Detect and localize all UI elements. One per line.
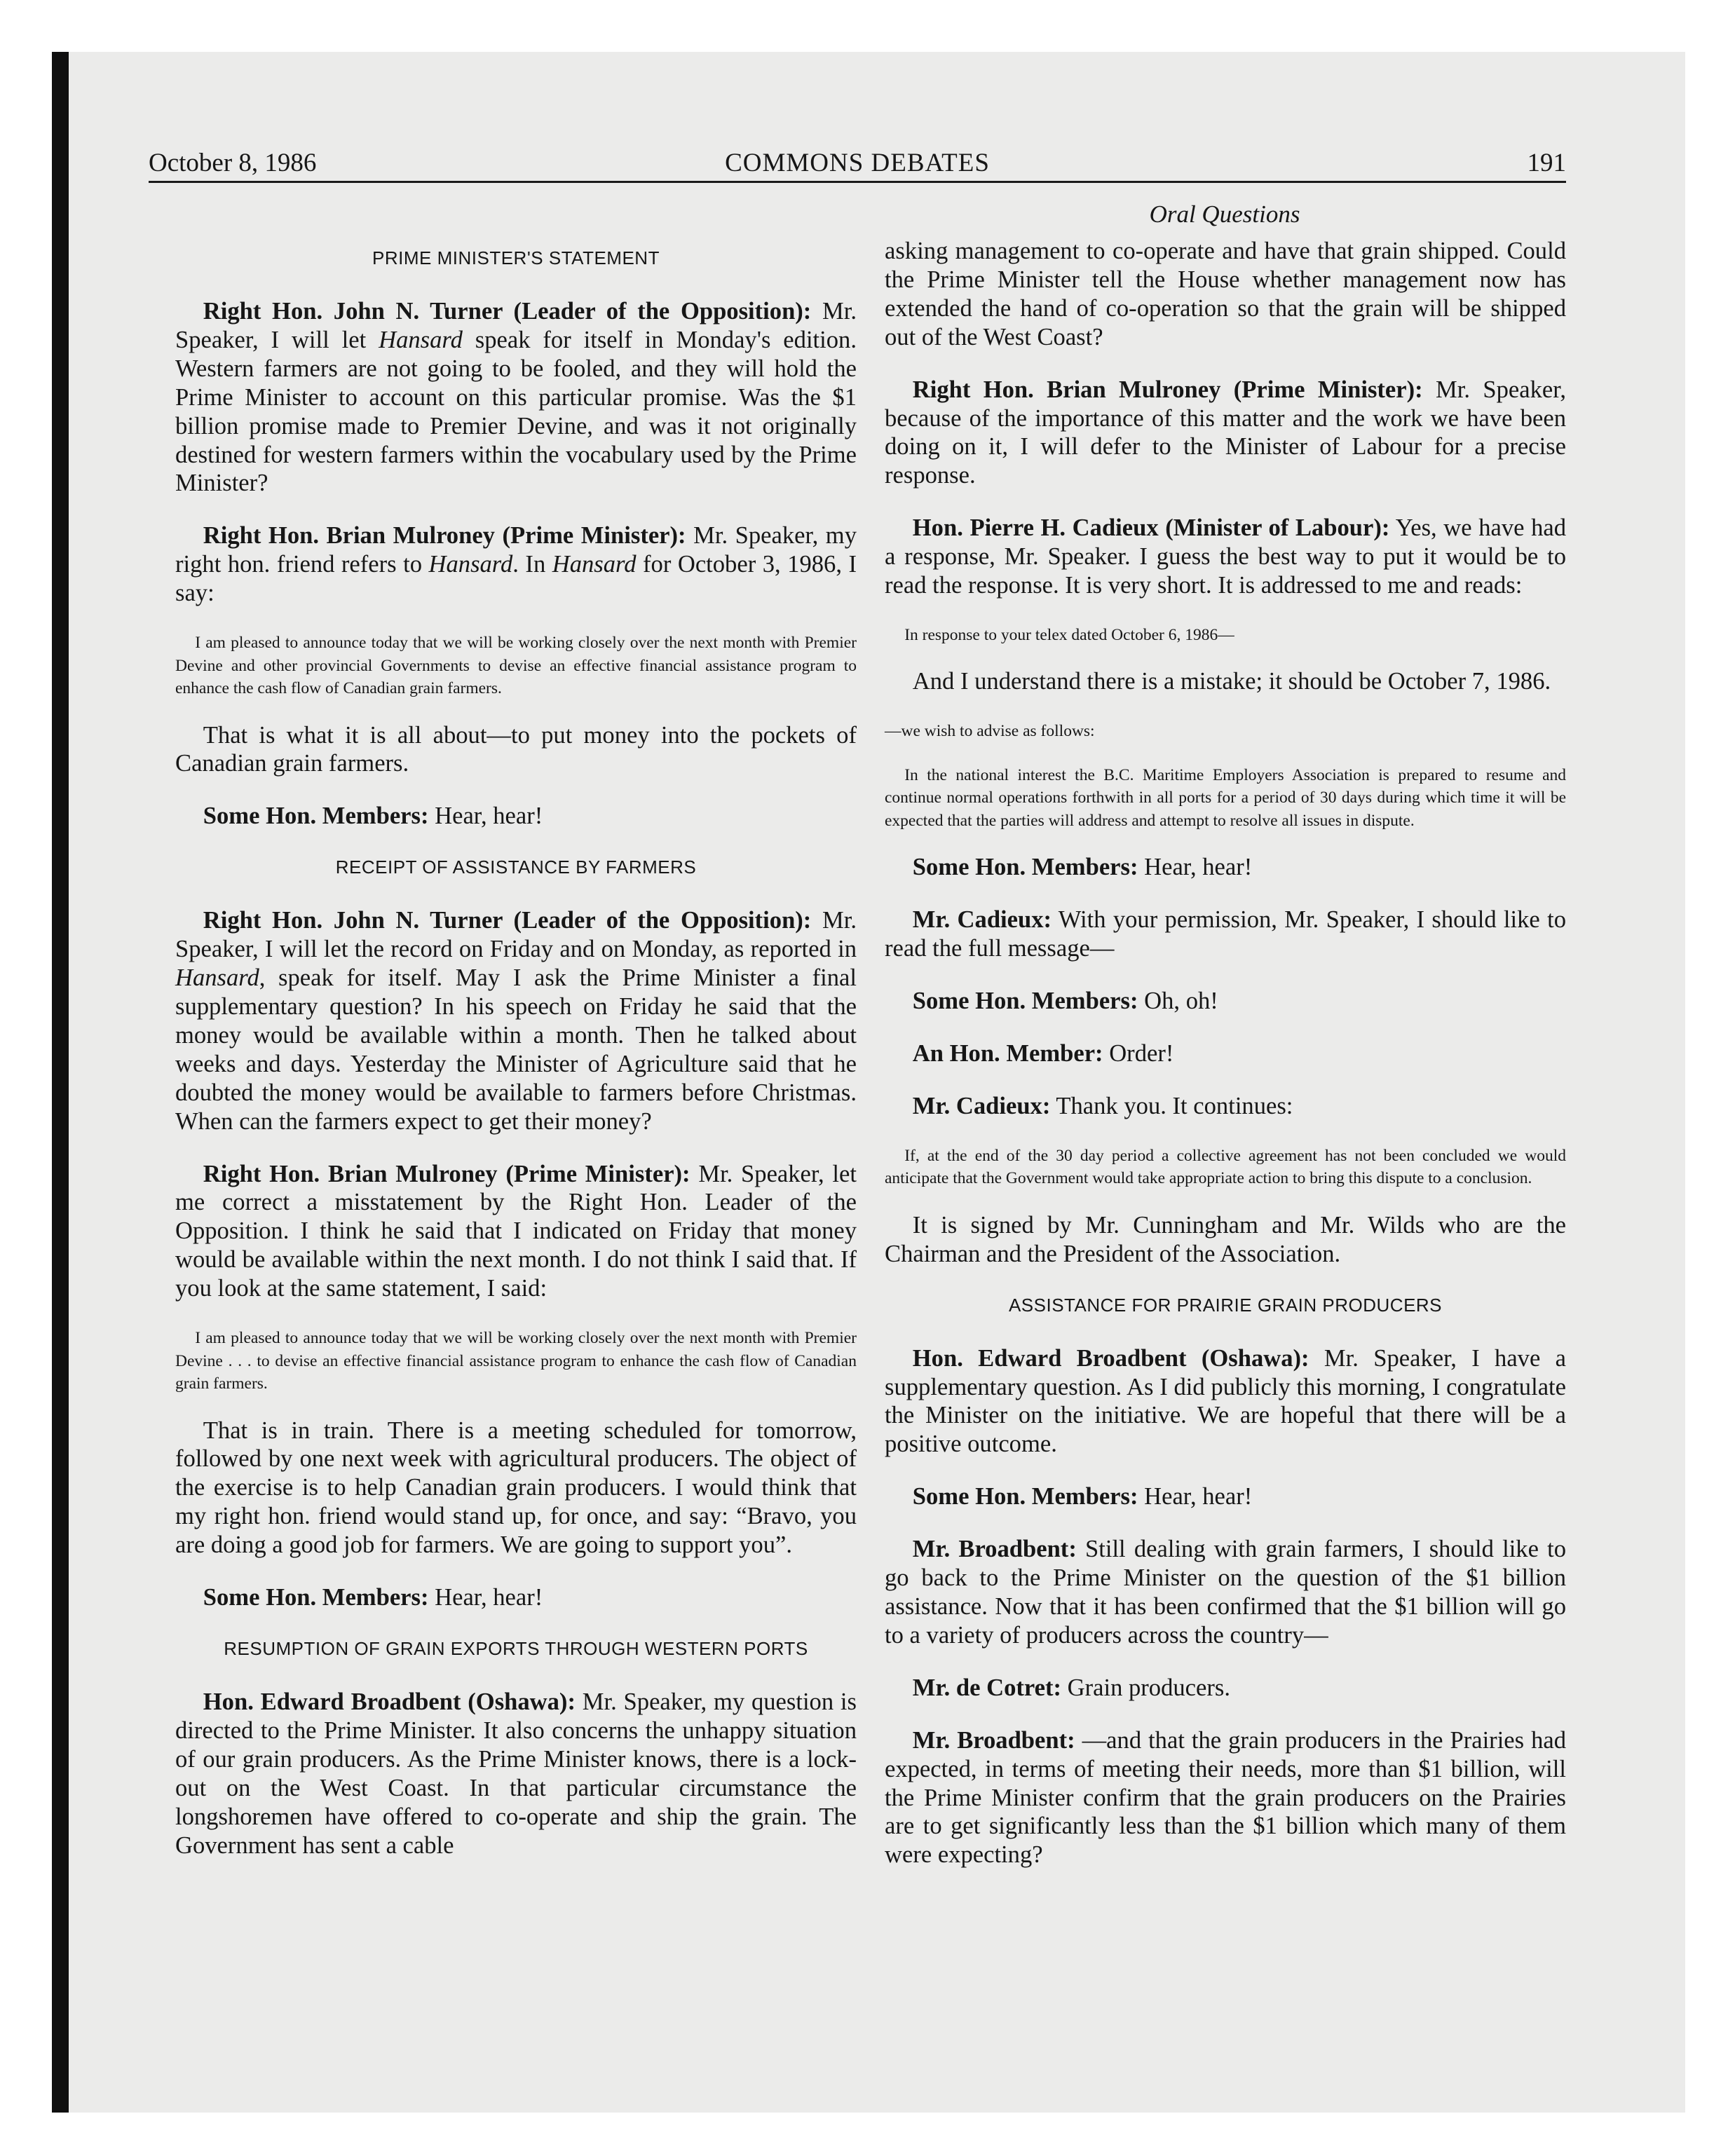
speaker-name: Some Hon. Members: <box>912 988 1138 1015</box>
speech-paragraph <box>885 1535 1566 1650</box>
speech-text: Mr. Speaker, my question is directed to the Prime Minister. It also concerns the unhappy situation of our grain producers. As the Prime Minister knows, there is a lock-out on the West Coast. In that particular circumstance the longshoremen have offered to co-operate and ship the grain. The Government has sent a cable <box>175 1688 857 1859</box>
speaker-name: Right Hon. John N. Turner (Leader of the Opposition): <box>203 298 812 325</box>
speech-paragraph <box>885 1344 1566 1459</box>
speech-text: And I understand there is a mistake; it should be October 7, 1986. <box>912 668 1551 695</box>
speaker-name: Right Hon. Brian Mulroney (Prime Minister): <box>912 376 1423 403</box>
speech-text: Oh, oh! <box>1138 988 1218 1015</box>
speech-paragraph <box>175 1688 857 1860</box>
italic-text: Hansard <box>175 964 259 992</box>
speech-paragraph <box>885 1674 1566 1703</box>
speech-text: for October 3, 1986, I say: <box>175 551 857 607</box>
speech-text: Mr. Speaker, let me correct a misstatement by the Right Hon. Leader of the Opposition. I think he said that I indicated on Friday that money would be available within the next month. I do not think I said that. If you look at the same statement, I said: <box>175 1160 857 1302</box>
header-rule <box>149 181 1566 183</box>
speech-text: Mr. Speaker, because of the importance of this matter and the work we have been doing on it, I will defer to the Minister of Labour for a precise response. <box>885 376 1566 489</box>
speech-paragraph <box>885 376 1566 491</box>
speaker-name: Mr. Broadbent: <box>912 1726 1075 1754</box>
speech-text: speak for itself in Monday's edition. Western farmers are not going to be fooled, and they will hold the Prime Minister to account on this particular promise. Was the $1 billion promise made to Premier Devine, and was it not originally destined for western farmers within the vocabulary used by the Prime Minister? <box>175 326 857 497</box>
section-heading: RECEIPT OF ASSISTANCE BY FARMERS <box>335 857 697 878</box>
section-heading: PRIME MINISTER'S STATEMENT <box>372 247 660 268</box>
quoted-text: —we wish to advise as follows: <box>885 722 1095 741</box>
speech-paragraph <box>885 906 1566 963</box>
speaker-name: Mr. Cadieux: <box>912 1092 1051 1119</box>
speech-text: It is signed by Mr. Cunningham and Mr. Wilds who are the Chairman and the President of the Association. <box>885 1211 1566 1267</box>
header-date: October 8, 1986 <box>149 149 317 177</box>
speech-paragraph <box>175 1417 857 1560</box>
page-header <box>149 146 1566 181</box>
speech-text: Hear, hear! <box>428 1584 543 1611</box>
speech-text: Yes, we have had a response, Mr. Speaker. I guess the best way to put it would be to read the response. It is very short. It is addressed to me and reads: <box>885 514 1566 599</box>
binding-edge <box>52 52 69 2113</box>
speech-text: —and that the grain producers in the Prairies had expected, in terms of meeting their needs, more than $1 billion, will the Prime Minister confirm that the grain producers on the Prairies are to get significantly less than the $1 billion which many of them were expecting? <box>885 1726 1566 1869</box>
speech-paragraph <box>175 906 857 1135</box>
speech-paragraph <box>175 521 857 608</box>
speaker-name: Right Hon. John N. Turner (Leader of the Opposition): <box>203 907 812 934</box>
speech-text: Mr. Speaker, I will let <box>175 298 857 353</box>
speech-text: asking management to co-operate and have that grain shipped. Could the Prime Minister tell the House whether management now has extended the hand of co-operation so that the grain will be shipped out of the West Coast? <box>885 238 1566 350</box>
speaker-name: Mr. Cadieux: <box>912 906 1052 934</box>
quoted-text: I am pleased to announce today that we will be working closely over the next month with Premier Devine . . . to devise an effective financial assistance program to enhance the cash flow of Canadian grain farmers. <box>175 1329 857 1393</box>
speaker-name: Right Hon. Brian Mulroney (Prime Minister): <box>203 522 686 550</box>
speech-text: With your permission, Mr. Speaker, I should like to read the full message— <box>885 906 1567 962</box>
speech-text: Still dealing with grain farmers, I should like to go back to the Prime Minister on the question of the $1 billion assistance. Now that it has been confirmed that the $1 billion will go to a variety of producers across the country— <box>885 1536 1566 1649</box>
speaker-name: Hon. Edward Broadbent (Oshawa): <box>912 1344 1309 1372</box>
quoted-text: If, at the end of the 30 day period a collective agreement has not been concluded we would anticipate that the Government would take appropriate action to bring this dispute to a conclusion. <box>885 1146 1566 1188</box>
quoted-text: I am pleased to announce today that we will be working closely over the next month with Premier Devine and other provincial Governments to devise an effective financial assistance program to enhance the cash flow of Canadian grain farmers. <box>175 634 857 698</box>
speaker-name: Hon. Pierre H. Cadieux (Minister of Labour): <box>912 514 1390 542</box>
speech-text: Hear, hear! <box>428 803 543 830</box>
quoted-text: In the national interest the B.C. Maritime Employers Association is prepared to resume and continue normal operations forthwith in all ports for a period of 30 days during which time it will be expected that the parties will address and attempt to resolve all issues in dispute. <box>885 765 1566 830</box>
speech-paragraph <box>885 667 1566 696</box>
section-subheader: Oral Questions <box>1149 200 1300 228</box>
speech-text: Mr. Speaker, I have a supplementary question. As I did publicly this morning, I congratulate the Minister on the initiative. We are hopeful that there will be a positive outcome. <box>885 1344 1566 1458</box>
speech-text: Order! <box>1103 1040 1174 1067</box>
italic-text: Hansard <box>552 551 637 578</box>
speech-paragraph <box>885 1039 1566 1068</box>
speech-paragraph <box>885 1482 1566 1511</box>
speech-text: Mr. Speaker, I will let the record on Friday and on Monday, as reported in <box>175 907 857 963</box>
speech-text: Mr. Speaker, my right hon. friend refers to <box>175 522 857 578</box>
speech-text: That is in train. There is a meeting scheduled for tomorrow, followed by one next week with agricultural producers. The object of the exercise is to help Canadian grain producers. I would think that my right hon. friend would stand up, for once, and say: “Bravo, you are doing a good job for farmers. We are going to support you”. <box>175 1417 857 1559</box>
speaker-name: Mr. de Cotret: <box>912 1674 1061 1701</box>
speech-paragraph <box>885 1726 1566 1870</box>
left-column <box>175 237 857 1883</box>
speech-paragraph <box>175 297 857 498</box>
speaker-name: Hon. Edward Broadbent (Oshawa): <box>203 1688 576 1715</box>
speech-paragraph <box>175 721 857 779</box>
speaker-name: Some Hon. Members: <box>912 854 1138 881</box>
speech-paragraph <box>175 802 857 831</box>
speech-text: Hear, hear! <box>1138 1483 1253 1510</box>
speech-paragraph <box>885 1092 1566 1121</box>
speaker-name: Some Hon. Members: <box>203 803 429 830</box>
speech-paragraph <box>175 1583 857 1612</box>
speech-text: . In <box>512 551 552 578</box>
speech-paragraph <box>885 514 1566 600</box>
speaker-name: An Hon. Member: <box>912 1040 1103 1067</box>
speech-paragraph <box>885 853 1566 882</box>
speech-text: That is what it is all about—to put money into the pockets of Canadian grain farmers. <box>175 721 857 777</box>
speaker-name: Some Hon. Members: <box>203 1584 429 1611</box>
speech-text: Grain producers. <box>1061 1674 1230 1701</box>
section-heading: ASSISTANCE FOR PRAIRIE GRAIN PRODUCERS <box>1008 1294 1443 1316</box>
speech-text: , speak for itself. May I ask the Prime Minister a final supplementary question? In his speech on Friday he said that the money would be available within a month. Then he talked about weeks and days. Yesterday the Minister of Agriculture said that he doubted the money would be available to farmers before Christmas. When can the farmers expect to get their money? <box>175 964 857 1135</box>
speech-paragraph <box>885 987 1566 1016</box>
quoted-text: In response to your telex dated October 6, 1986— <box>904 625 1234 644</box>
speaker-name: Some Hon. Members: <box>912 1483 1138 1510</box>
speech-paragraph <box>175 1160 857 1304</box>
section-heading: RESUMPTION OF GRAIN EXPORTS THROUGH WESTERN PORTS <box>224 1638 808 1659</box>
page-number: 191 <box>1527 149 1566 177</box>
speaker-name: Mr. Broadbent: <box>912 1536 1077 1563</box>
italic-text: Hansard <box>379 326 463 353</box>
speaker-name: Right Hon. Brian Mulroney (Prime Minister): <box>203 1160 690 1187</box>
header-title: COMMONS DEBATES <box>725 149 990 177</box>
speech-text: Thank you. It continues: <box>1050 1092 1293 1119</box>
speech-paragraph <box>885 237 1566 352</box>
speech-text: Hear, hear! <box>1138 854 1253 881</box>
speech-paragraph <box>885 1211 1566 1269</box>
right-column <box>885 237 1566 1893</box>
italic-text: Hansard <box>428 551 513 578</box>
